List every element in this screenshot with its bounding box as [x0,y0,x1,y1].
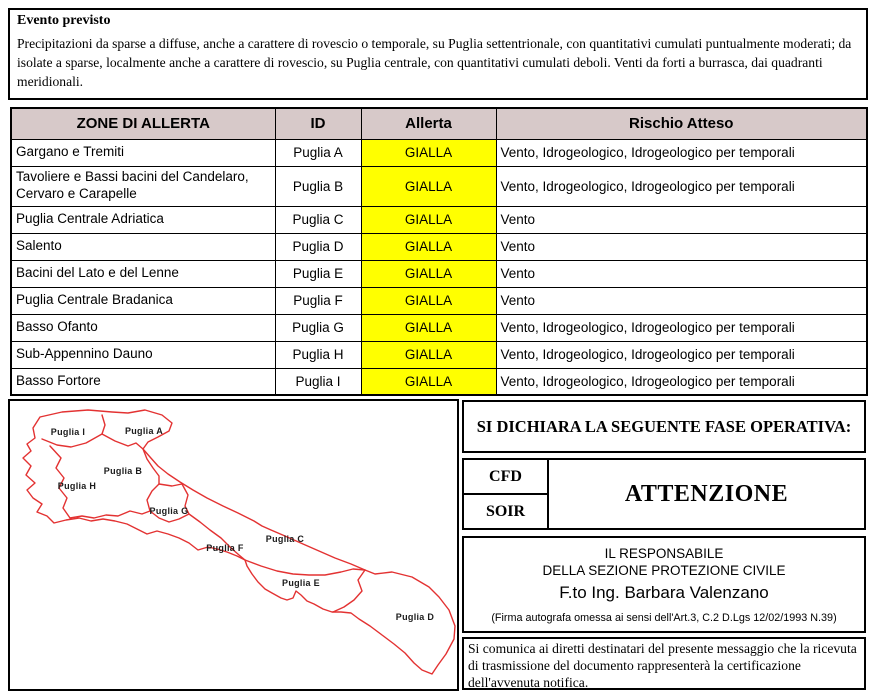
signature-omission-note: (Firma autografa omessa ai sensi dell'Art.3, C.2 D.Lgs 12/02/1993 N.39) [491,611,837,624]
zone-cell: Basso Fortore [11,368,275,395]
zone-cell: Bacini del Lato e del Lenne [11,260,275,287]
id-cell: Puglia A [275,139,361,166]
map-label-puglia-d: Puglia D [395,612,435,622]
zone-cell: Puglia Centrale Bradanica [11,287,275,314]
zone-border-b-south [70,511,150,518]
responsible-name: F.to Ing. Barbara Valenzano [559,582,769,602]
id-cell: Puglia H [275,341,361,368]
table-row [11,368,867,395]
zone-cell: Puglia Centrale Adriatica [11,206,275,233]
event-description: Precipitazioni da sparse a diffuse, anche a carattere di rovescio o temporale, su Puglia settentrionale, con quantitativi cumulati puntualmente moderati; da isolate a sparse, localmente anche a carattere di rovescio, su Puglia centrale, con quantitativi cumulati deboli. Venti da forti a burrasca, dai quadranti meridionali. [17,36,852,89]
puglia-map-box [8,399,459,691]
rischio-cell: Vento, Idrogeologico, Idrogeologico per temporali [496,368,867,395]
zone-cell: Gargano e Tremiti [11,139,275,166]
allerta-cell: GIALLA [361,368,496,395]
notification-note-box [462,637,866,690]
rischio-cell: Vento, Idrogeologico, Idrogeologico per temporali [496,139,867,166]
phase-value-cell [549,460,864,528]
rischio-cell: Vento, Idrogeologico, Idrogeologico per temporali [496,166,867,206]
rischio-cell: Vento [496,287,867,314]
zone-border-i-a [102,415,105,434]
map-label-puglia-g: Puglia G [149,506,189,516]
table-row [11,233,867,260]
rischio-cell: Vento [496,233,867,260]
zone-cell: Tavoliere e Bassi bacini del Candelaro, Cervaro e Carapelle [11,166,275,206]
map-label-puglia-b: Puglia B [103,466,143,476]
rischio-cell: Vento [496,260,867,287]
map-label-puglia-a: Puglia A [124,426,164,436]
rischio-cell: Vento, Idrogeologico, Idrogeologico per temporali [496,341,867,368]
table-row [11,139,867,166]
allerta-cell: GIALLA [361,166,496,206]
id-cell: Puglia B [275,166,361,206]
zone-border-b-c [143,449,159,484]
phase-value: ATTENZIONE [624,480,789,507]
header-id: ID [275,108,361,139]
rischio-cell: Vento [496,206,867,233]
table-header-row [11,108,867,139]
notification-note: Si comunica ai diretti destinatari del presente messaggio che la ricevuta di trasmissione del documento rappresenterà la certificazione dell'avvenuta notifica. [468,641,857,691]
alert-zones-table [10,107,868,396]
soir-cell: SOIR [485,502,526,520]
id-cell: Puglia D [275,233,361,260]
header-zone: ZONE DI ALLERTA [11,108,275,139]
map-label-puglia-i: Puglia I [50,427,86,437]
id-cell: Puglia I [275,368,361,395]
allerta-cell: GIALLA [361,206,496,233]
signature-box [462,536,866,633]
zone-border-f-c [189,514,245,560]
zone-cell: Salento [11,233,275,260]
map-label-puglia-c: Puglia C [265,534,305,544]
cfd-cell: CFD [464,460,547,495]
id-cell: Puglia E [275,260,361,287]
phase-table [462,458,866,530]
event-box [8,8,868,100]
map-label-puglia-h: Puglia H [57,481,97,491]
allerta-cell: GIALLA [361,314,496,341]
zone-cell: Sub-Appennino Dauno [11,341,275,368]
zone-border-a-south [102,434,143,449]
table-row [11,166,867,206]
rischio-cell: Vento, Idrogeologico, Idrogeologico per temporali [496,314,867,341]
table-row [11,206,867,233]
table-row [11,287,867,314]
responsible-title: IL RESPONSABILE [604,545,724,561]
map-label-puglia-f: Puglia F [206,543,244,553]
allerta-cell: GIALLA [361,139,496,166]
zone-border-g [147,484,189,522]
table-row [11,260,867,287]
id-cell: Puglia G [275,314,361,341]
allerta-cell: GIALLA [361,341,496,368]
allerta-cell: GIALLA [361,233,496,260]
allerta-cell: GIALLA [361,287,496,314]
allerta-cell: GIALLA [361,260,496,287]
id-cell: Puglia C [275,206,361,233]
event-title: Evento previsto [17,13,111,28]
map-label-puglia-e: Puglia E [282,578,320,588]
puglia-outline [23,410,455,674]
responsible-office: DELLA SEZIONE PROTEZIONE CIVILE [542,562,786,578]
phase-declaration-box [462,400,866,453]
id-cell: Puglia F [275,287,361,314]
phase-declaration: SI DICHIARA LA SEGUENTE FASE OPERATIVA: [476,416,852,436]
phase-table-left-column [464,460,549,528]
header-allerta: Allerta [361,108,496,139]
table-row [11,314,867,341]
zone-cell: Basso Ofanto [11,314,275,341]
table-row [11,341,867,368]
zone-border-e-d [333,570,365,612]
header-rischio: Rischio Atteso [496,108,867,139]
